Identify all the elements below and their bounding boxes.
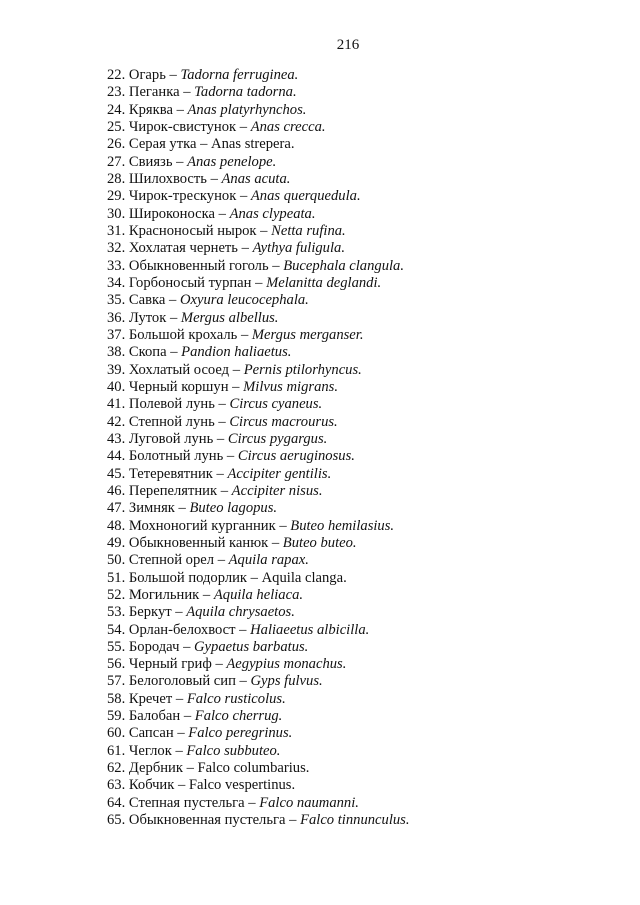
- page-number: 216: [336, 37, 360, 53]
- russian-name: Обыкновенный канюк: [128, 534, 269, 551]
- latin-name: Milvus migrans.: [243, 378, 338, 395]
- species-list-item: [107, 206, 410, 223]
- item-number: 46.: [107, 482, 126, 499]
- dash-separator: –: [174, 777, 189, 794]
- latin-name: Anas clypeata.: [229, 205, 316, 222]
- latin-name: Oxyura leucocephala.: [179, 292, 309, 309]
- dash-separator: –: [275, 517, 291, 534]
- dash-separator: –: [214, 205, 230, 222]
- species-list-item: [107, 310, 410, 327]
- item-number: 38.: [107, 344, 126, 361]
- latin-name: Gyps fulvus.: [250, 673, 323, 690]
- latin-name: Melanitta deglandi.: [266, 274, 382, 291]
- species-list-item: [107, 552, 410, 569]
- dash-separator: –: [247, 569, 262, 586]
- item-number: 61.: [107, 742, 126, 759]
- latin-name: Aquila clanga.: [261, 569, 347, 586]
- species-list-item: [107, 570, 410, 587]
- latin-name: Haliaeetus albicilla.: [250, 621, 370, 638]
- item-number: 49.: [107, 534, 126, 551]
- species-list-item: [107, 154, 410, 171]
- item-number: 41.: [107, 396, 126, 413]
- dash-separator: –: [174, 500, 190, 517]
- dash-separator: –: [213, 430, 228, 447]
- russian-name: Свиязь: [128, 153, 173, 170]
- species-list-item: [107, 258, 410, 275]
- latin-name: Anas querquedula.: [250, 188, 361, 205]
- latin-name: Aythya fuligula.: [252, 240, 345, 257]
- latin-name: Buteo buteo.: [282, 534, 357, 551]
- species-list-item: [107, 604, 410, 621]
- russian-name: Мохноногий курганник: [128, 517, 276, 534]
- item-number: 45.: [107, 465, 126, 482]
- item-number: 62.: [107, 760, 126, 777]
- russian-name: Чеглок: [128, 742, 172, 759]
- russian-name: Могильник: [128, 586, 200, 603]
- latin-name: Accipiter nisus.: [231, 482, 323, 499]
- dash-separator: –: [236, 118, 251, 135]
- species-list-item: [107, 327, 410, 344]
- dash-separator: –: [165, 292, 180, 309]
- item-number: 36.: [107, 309, 126, 326]
- item-number: 54.: [107, 621, 126, 638]
- species-list-item: [107, 760, 410, 777]
- species-list-item: [107, 67, 410, 84]
- dash-separator: –: [228, 378, 244, 395]
- russian-name: Хохлатый осоед: [128, 361, 230, 378]
- latin-name: Falco peregrinus.: [188, 725, 293, 742]
- species-list-item: [107, 743, 410, 760]
- species-list-item: [107, 102, 410, 119]
- latin-name: Tadorna ferruginea.: [180, 67, 299, 83]
- russian-name: Черный коршун: [128, 378, 229, 395]
- species-list-item: [107, 691, 410, 708]
- latin-name: Netta rufina.: [271, 222, 346, 239]
- dash-separator: –: [214, 413, 230, 430]
- russian-name: Красноносый нырок: [128, 222, 257, 239]
- species-list-item: [107, 673, 410, 690]
- latin-name: Anas strepera.: [211, 136, 295, 153]
- latin-name: Tadorna tadorna.: [194, 84, 297, 101]
- dash-separator: –: [235, 673, 251, 690]
- item-number: 65.: [107, 812, 126, 829]
- russian-name: Зимняк: [128, 500, 175, 517]
- dash-separator: –: [173, 725, 189, 742]
- item-number: 39.: [107, 361, 126, 378]
- latin-name: Circus macrourus.: [229, 413, 338, 430]
- item-number: 31.: [107, 222, 126, 239]
- species-list-item: [107, 656, 410, 673]
- item-number: 40.: [107, 378, 126, 395]
- russian-name: Большой подорлик: [128, 569, 248, 586]
- item-number: 59.: [107, 708, 126, 725]
- latin-name: Aquila rapax.: [228, 552, 309, 569]
- item-number: 60.: [107, 725, 126, 742]
- item-number: 63.: [107, 777, 126, 794]
- dash-separator: –: [206, 170, 222, 187]
- latin-name: Pernis ptilorhyncus.: [243, 361, 362, 378]
- item-number: 58.: [107, 690, 126, 707]
- latin-name: Falco vespertinus.: [188, 777, 296, 794]
- russian-name: Черный гриф: [128, 656, 212, 673]
- item-number: 43.: [107, 430, 126, 447]
- species-list-item: [107, 795, 410, 812]
- species-list-item: [107, 777, 410, 794]
- russian-name: Беркут: [128, 604, 172, 621]
- species-list-item: [107, 500, 410, 517]
- item-number: 27.: [107, 153, 126, 170]
- item-number: 42.: [107, 413, 126, 430]
- dash-separator: –: [217, 482, 232, 499]
- item-number: 48.: [107, 517, 126, 534]
- russian-name: Чирок-свистунок: [128, 118, 237, 135]
- species-list-item: [107, 431, 410, 448]
- dash-separator: –: [285, 812, 301, 829]
- russian-name: Белоголовый сип: [128, 673, 236, 690]
- russian-name: Кречет: [128, 690, 173, 707]
- item-number: 57.: [107, 673, 126, 690]
- species-list-item: [107, 414, 410, 431]
- latin-name: Anas crecca.: [250, 118, 326, 135]
- russian-name: Орлан-белохвост: [128, 621, 236, 638]
- item-number: 25.: [107, 118, 126, 135]
- latin-name: Aquila heliaca.: [213, 586, 304, 603]
- russian-name: Балобан: [128, 708, 181, 725]
- item-number: 53.: [107, 604, 126, 621]
- russian-name: Степной лунь: [128, 413, 215, 430]
- russian-name: Бородач: [128, 638, 180, 655]
- russian-name: Кряква: [128, 101, 173, 118]
- item-number: 22.: [107, 67, 126, 83]
- dash-separator: –: [268, 534, 283, 551]
- species-list-item: [107, 119, 410, 136]
- latin-name: Anas platyrhynchos.: [187, 101, 307, 118]
- species-list-item: [107, 84, 410, 101]
- dash-separator: –: [172, 690, 187, 707]
- dash-separator: –: [251, 274, 267, 291]
- latin-name: Mergus merganser.: [251, 326, 364, 343]
- species-list-item: [107, 362, 410, 379]
- item-number: 47.: [107, 500, 126, 517]
- russian-name: Обыкновенная пустельга: [128, 812, 286, 829]
- russian-name: Кобчик: [128, 777, 175, 794]
- species-list-item: [107, 292, 410, 309]
- species-list-item: [107, 379, 410, 396]
- dash-separator: –: [236, 188, 251, 205]
- dash-separator: –: [229, 361, 244, 378]
- latin-name: Bucephala clangula.: [283, 257, 404, 274]
- russian-name: Полевой лунь: [128, 396, 215, 413]
- species-list-item: [107, 708, 410, 725]
- dash-separator: –: [223, 448, 238, 465]
- russian-name: Хохлатая чернеть: [128, 240, 238, 257]
- dash-separator: –: [171, 604, 187, 621]
- species-list-item: [107, 725, 410, 742]
- russian-name: Тетеревятник: [128, 465, 213, 482]
- latin-name: Falco subbuteo.: [186, 742, 281, 759]
- russian-name: Широконоска: [128, 205, 215, 222]
- dash-separator: –: [268, 257, 284, 274]
- latin-name: Pandion haliaetus.: [181, 344, 292, 361]
- item-number: 33.: [107, 257, 126, 274]
- russian-name: Дербник: [128, 760, 183, 777]
- dash-separator: –: [165, 67, 181, 83]
- species-list-item: [107, 639, 410, 656]
- species-list-item: [107, 466, 410, 483]
- dash-separator: –: [166, 344, 182, 361]
- dash-separator: –: [237, 326, 252, 343]
- latin-name: Circus pygargus.: [227, 430, 328, 447]
- species-list-item: [107, 535, 410, 552]
- latin-name: Aquila chrysaetos.: [186, 604, 295, 621]
- item-number: 29.: [107, 188, 126, 205]
- latin-name: Falco naumanni.: [259, 794, 359, 811]
- item-number: 23.: [107, 84, 126, 101]
- russian-name: Степная пустельга: [128, 794, 245, 811]
- russian-name: Пеганка: [128, 84, 180, 101]
- latin-name: Buteo lagopus.: [189, 500, 278, 517]
- latin-name: Falco tinnunculus.: [300, 812, 410, 829]
- item-number: 26.: [107, 136, 126, 153]
- item-number: 51.: [107, 569, 126, 586]
- russian-name: Луток: [128, 309, 167, 326]
- dash-separator: –: [211, 656, 227, 673]
- latin-name: Falco columbarius.: [197, 760, 310, 777]
- russian-name: Обыкновенный гоголь: [128, 257, 269, 274]
- russian-name: Савка: [128, 292, 166, 309]
- item-number: 44.: [107, 448, 126, 465]
- latin-name: Falco cherrug.: [194, 708, 283, 725]
- latin-name: Accipiter gentilis.: [227, 465, 332, 482]
- item-number: 37.: [107, 326, 126, 343]
- russian-name: Большой крохаль: [128, 326, 238, 343]
- item-number: 34.: [107, 274, 126, 291]
- item-number: 56.: [107, 656, 126, 673]
- species-list-item: [107, 275, 410, 292]
- dash-separator: –: [171, 742, 187, 759]
- latin-name: Circus cyaneus.: [229, 396, 323, 413]
- dash-separator: –: [179, 638, 195, 655]
- item-number: 30.: [107, 205, 126, 222]
- latin-name: Buteo hemilasius.: [290, 517, 395, 534]
- species-list-item: [107, 518, 410, 535]
- species-list-item: [107, 223, 410, 240]
- species-list-item: [107, 396, 410, 413]
- dash-separator: –: [166, 309, 181, 326]
- russian-name: Степной орел: [128, 552, 215, 569]
- dash-separator: –: [179, 84, 195, 101]
- species-list-item: [107, 622, 410, 639]
- russian-name: Шилохвость: [128, 170, 207, 187]
- russian-name: Чирок-трескунок: [128, 188, 237, 205]
- item-number: 50.: [107, 552, 126, 569]
- dash-separator: –: [256, 222, 272, 239]
- dash-separator: –: [180, 708, 195, 725]
- latin-name: Falco rusticolus.: [186, 690, 286, 707]
- russian-name: Скопа: [128, 344, 167, 361]
- dash-separator: –: [172, 101, 188, 118]
- latin-name: Anas penelope.: [187, 153, 277, 170]
- dash-separator: –: [214, 396, 230, 413]
- item-number: 35.: [107, 292, 126, 309]
- dash-separator: –: [244, 794, 260, 811]
- species-list-item: [107, 448, 410, 465]
- dash-separator: –: [237, 240, 253, 257]
- species-list-item: [107, 483, 410, 500]
- russian-name: Сапсан: [128, 725, 174, 742]
- russian-name: Горбоносый турпан: [128, 274, 252, 291]
- species-list-item: [107, 171, 410, 188]
- latin-name: Gypaetus barbatus.: [194, 638, 309, 655]
- species-list-item: [107, 812, 410, 829]
- species-list-item: [107, 240, 410, 257]
- item-number: 32.: [107, 240, 126, 257]
- item-number: 55.: [107, 638, 126, 655]
- item-number: 64.: [107, 794, 126, 811]
- dash-separator: –: [172, 153, 188, 170]
- dash-separator: –: [196, 136, 212, 153]
- species-list-item: [107, 136, 410, 153]
- dash-separator: –: [212, 465, 228, 482]
- dash-separator: –: [235, 621, 251, 638]
- species-list: [107, 67, 410, 829]
- species-list-item: [107, 587, 410, 604]
- item-number: 24.: [107, 101, 126, 118]
- russian-name: Перепелятник: [128, 482, 218, 499]
- item-number: 28.: [107, 170, 126, 187]
- russian-name: Луговой лунь: [128, 430, 214, 447]
- latin-name: Circus aeruginosus.: [237, 448, 355, 465]
- russian-name: Болотный лунь: [128, 448, 224, 465]
- dash-separator: –: [182, 760, 198, 777]
- latin-name: Anas acuta.: [221, 170, 291, 187]
- latin-name: Mergus albellus.: [180, 309, 279, 326]
- item-number: 52.: [107, 586, 126, 603]
- latin-name: Aegypius monachus.: [226, 656, 347, 673]
- russian-name: Огарь: [128, 67, 166, 83]
- species-list-item: [107, 344, 410, 361]
- dash-separator: –: [214, 552, 229, 569]
- species-list-item: [107, 188, 410, 205]
- dash-separator: –: [199, 586, 214, 603]
- russian-name: Серая утка: [128, 136, 197, 153]
